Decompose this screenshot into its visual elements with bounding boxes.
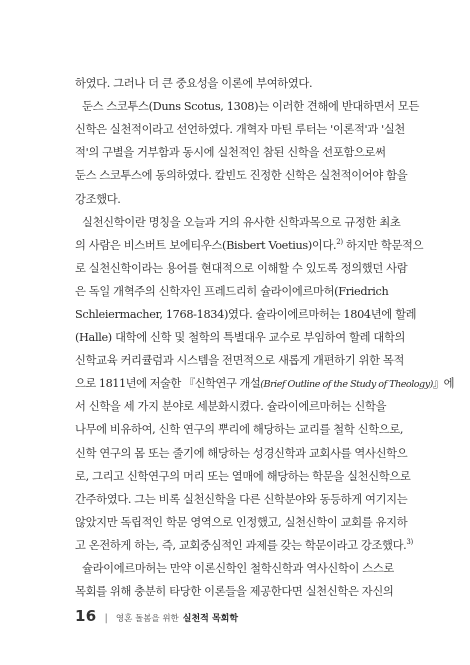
text-line: 하였다. 그러나 더 큰 중요성을 이론에 부여하였다. (75, 77, 313, 90)
text-line: 적'의 구별을 거부함과 동시에 실천적인 참된 신학을 선포함으로써 (75, 146, 386, 160)
text-line: 로, 그리고 신학연구의 머리 또는 열매에 해당하는 학문을 실천신학으로 (75, 469, 411, 483)
text-line (75, 538, 413, 554)
text-line: 않았지만 독립적인 학문 영역으로 인정했고, 실천신학이 교회를 유지하 (75, 515, 408, 529)
text-line (75, 237, 424, 254)
text-segment: 으로 1811년에 저술한 『신학연구 개설 (75, 377, 261, 391)
text-line: 서 신학을 세 가지 분야로 세분화시켰다. 슐라이에르마허는 신학을 (75, 400, 387, 414)
text-line: 신학교육 커리큘럼과 시스템을 전면적으로 새롭게 개편하기 위한 목적 (75, 354, 405, 368)
text-line (75, 377, 455, 392)
text-segment: 의 사람은 비스버트 보에티우스(Bisbert Voetius)이다. (75, 238, 337, 252)
text-segment: 』에 (432, 377, 455, 391)
text-segment: 하지만 학문적으 (342, 238, 424, 252)
text-line: 은 독일 개혁주의 신학자인 프레드리히 슐라이에르마허(Friedrich (75, 284, 389, 298)
text-line: (Halle) 대학에 신학 및 철학의 특별대우 교수로 부임하여 할레 대학의 (75, 331, 406, 344)
text-line: 슐라이에르마허는 만약 이론신학인 철학신학과 역사신학이 스스로 (82, 561, 394, 575)
text-line: 신학은 실천적이라고 선언하였다. 개혁자 마틴 루터는 '이론적'과 '실천 (75, 123, 405, 137)
text-line: 둔스 스코투스(Duns Scotus, 1308)는 이러한 견해에 반대하면서 모든 (82, 100, 420, 114)
footer-separator: | (104, 613, 108, 624)
text-line: 간주하였다. 그는 비록 실천신학을 다른 신학분야와 동등하게 여기지는 (75, 492, 408, 506)
footer-book-title: 실천적 목회학 (182, 614, 239, 624)
text-line: 실천신학이란 명칭을 오늘과 거의 유사한 신학과목으로 규정한 최초 (82, 215, 401, 229)
footer-series-label: 영혼 돌봄을 위한 (115, 614, 179, 624)
text-line: 로 실천신학이라는 용어를 현대적으로 이해할 수 있도록 정의했던 사람 (75, 261, 408, 275)
page-number: 16 (75, 607, 97, 625)
footnote-marker: 2) (336, 237, 343, 246)
text-line: 목회를 위해 충분히 타당한 이론들을 제공한다면 실천신학은 자신의 (75, 585, 394, 598)
text-segment: 고 온전하게 하는, 즉, 교회중심적인 과제를 갖는 학문이라고 강조했다. (75, 538, 407, 552)
text-line: 강조했다. (75, 192, 121, 206)
book-title-english: (Brief Outline of the Study of Theology) (260, 379, 433, 391)
footnote-marker: 3) (406, 538, 413, 547)
text-line: Schleiermacher, 1768-1834)였다. 슐라이에르마허는 1804년에 할레 (75, 307, 417, 321)
page-footer (75, 607, 238, 625)
text-line: 둔스 스코투스에 동의하였다. 칼빈도 진정한 신학은 실천적이어야 함을 (75, 169, 408, 183)
text-line: 신학 연구의 몸 또는 줄기에 해당하는 성경신학과 교회사를 역사신학으 (75, 446, 408, 460)
text-line: 나무에 비유하여, 신학 연구의 뿌리에 해당하는 교리를 철학 신학으로, (75, 423, 404, 437)
